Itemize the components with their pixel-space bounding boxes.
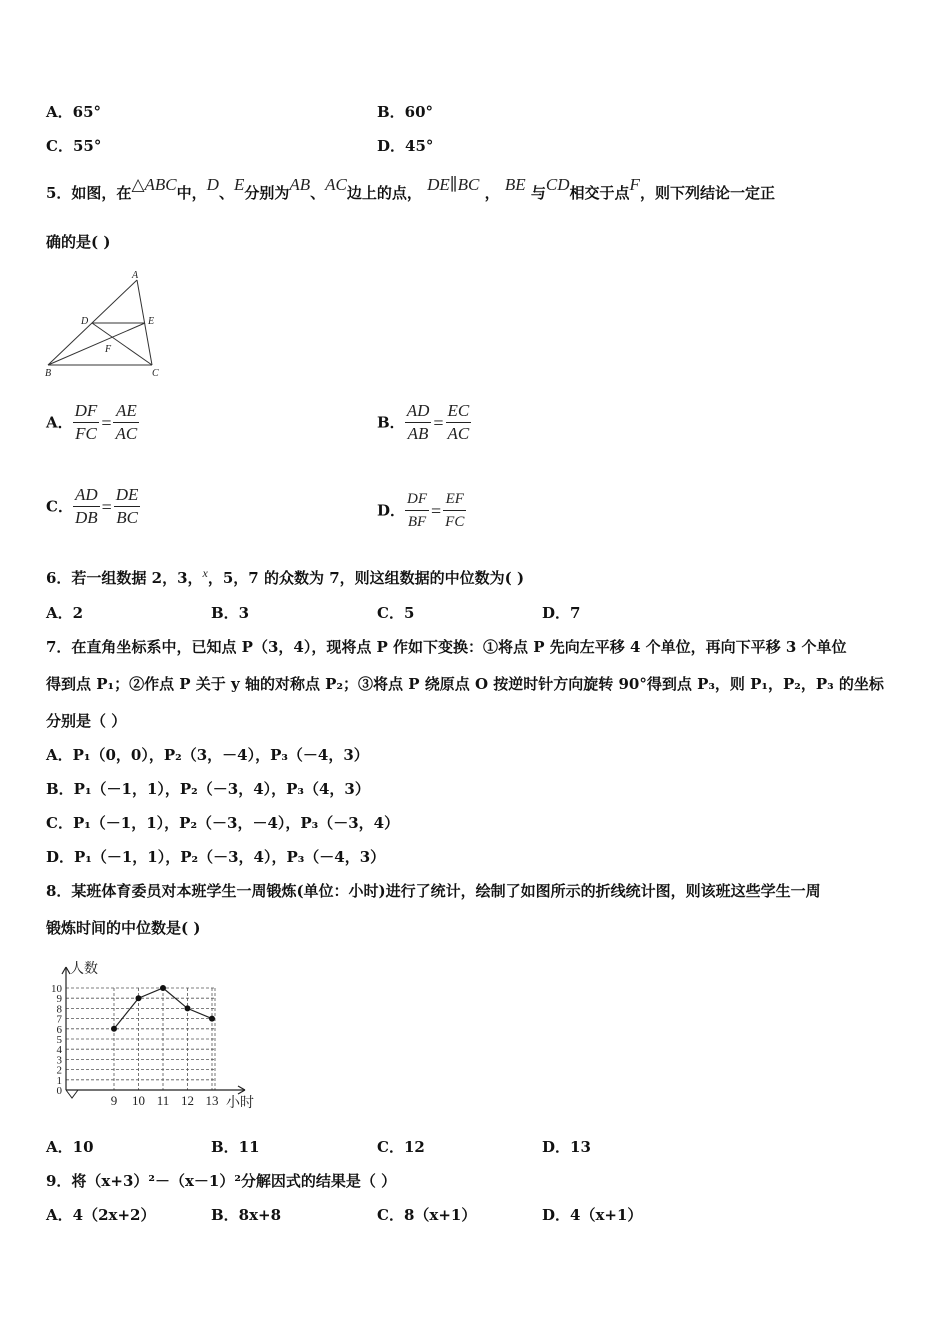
q6-stem: 6．若一组数据 2，3，$^x$，5，7 的众数为 7，则这组数据的中位数为( ) [46,566,525,587]
q4-option-a: A．65° [46,103,102,121]
chart-axes [62,967,245,1098]
q7-stem-line1: 7．在直角坐标系中，已知点 P（3，4），现将点 P 作如下变换：①将点 P 先向左平移 4 个单位，再向下平移 3 个单位 [46,638,847,656]
y-tick-label: 2 [56,1064,62,1077]
q7-stem-line2: 得到点 P₁；②作点 P 关于 y 轴的对称点 P₂；③将点 P 绕原点 O 按逆时针方向旋转 90°得到点 P₃，则 P₁，P₂，P₃ 的坐标 [46,675,884,693]
label-d: D [81,316,89,327]
label-c: C [152,368,159,379]
x-tick-label: 12 [181,1093,194,1108]
q9-stem: 9．将（x+3）²－（x－1）²分解因式的结果是（ ） [46,1172,397,1190]
q4-option-b: B．60° [377,103,434,121]
q5-stem-line1: 5．如图，在△ABC中，D、E分别为AB、AC边上的点， DE∥BC ， BE 与CD相交于点F，则下列结论一定正 [46,175,775,202]
q4-option-d: D．45° [377,137,434,155]
q7-option-d: D．P₁（－1，1），P₂（－3，4），P₃（－4，3） [46,848,386,866]
q8-stem-line2: 锻炼时间的中位数是( ) [46,919,201,937]
y-tick-label: 1 [56,1074,62,1087]
q9-option-b: B．8x+8 [211,1206,282,1224]
y-tick-label: 3 [56,1054,62,1067]
y-tick-label: 5 [56,1034,62,1046]
q6-option-c: C．5 [377,604,415,622]
q8-option-a: A．10 [46,1138,94,1156]
label-f: F [105,344,112,355]
q8-option-b: B．11 [211,1138,260,1156]
label-a: A [132,270,139,281]
q9-option-a: A．4（2x+2） [46,1206,156,1224]
chart-xlabel: 小时 [226,1096,254,1111]
y-tick-label: 9 [56,993,62,1006]
segment-be [48,323,145,365]
q5-option-b: B． $\frac{AD}{AB}$ = $\frac{EC}{AC}$ [377,401,470,443]
q8-option-d: D．13 [542,1138,591,1156]
q8-stem-line1: 8．某班体育委员对本班学生一周锻炼(单位：小时)进行了统计，绘制了如图所示的折线统计图，则该班这些学生一周 [46,882,821,900]
q7-option-b: B．P₁（－1，1），P₂（－3，4），P₃（4，3） [46,780,370,798]
q6-option-d: D．7 [542,604,581,622]
q7-option-c: C．P₁（－1，1），P₂（－3，－4），P₃（－3，4） [46,814,400,832]
data-point [136,995,142,1001]
y-tick-label: 7 [56,1013,62,1026]
y-tick-label: 8 [56,1003,62,1016]
axis-break-mark [66,1090,78,1098]
y-tick-label: 10 [51,983,62,995]
segment-cd [92,323,152,365]
data-point [209,1016,215,1022]
q5-triangle-figure [40,268,170,383]
q4-option-c: C．55° [46,137,102,155]
q5-option-a: A． $\frac{DF}{FC}$ = $\frac{AE}{AC}$ [46,401,138,443]
chart-ticks [51,983,219,1108]
label-b: B [45,368,52,379]
q6-option-a: A．2 [46,604,84,622]
q7-stem-line3: 分别是（ ） [46,712,127,730]
chart-grid [66,988,215,1090]
y-tick-label: 6 [56,1023,62,1036]
q6-option-b: B．3 [211,604,250,622]
q5-option-c: C． $\frac{AD}{DB}$ = $\frac{DE}{BC}$ [46,485,139,527]
data-point [160,985,166,991]
x-tick-label: 9 [110,1093,118,1108]
q9-option-c: C．8（x+1） [377,1206,477,1224]
q8-option-c: C．12 [377,1138,425,1156]
x-tick-label: 11 [156,1093,170,1108]
data-point [111,1026,117,1032]
q5-stem-line2: 确的是( ) [46,233,111,251]
label-e: E [148,316,155,327]
chart-ylabel: 人数 [70,962,98,977]
x-tick-label: 13 [205,1093,219,1108]
q8-line-chart [40,955,270,1115]
y-tick-label: 0 [56,1085,62,1097]
y-tick-label: 4 [56,1044,62,1057]
data-point [185,1005,191,1011]
x-tick-label: 10 [132,1093,145,1108]
q5-option-d: D． $\frac{DF}{BF}$ = $\frac{EF}{FC}$ [377,488,466,533]
q7-option-a: A．P₁（0，0），P₂（3，－4），P₃（－4，3） [46,746,369,764]
q9-option-d: D．4（x+1） [542,1206,643,1224]
